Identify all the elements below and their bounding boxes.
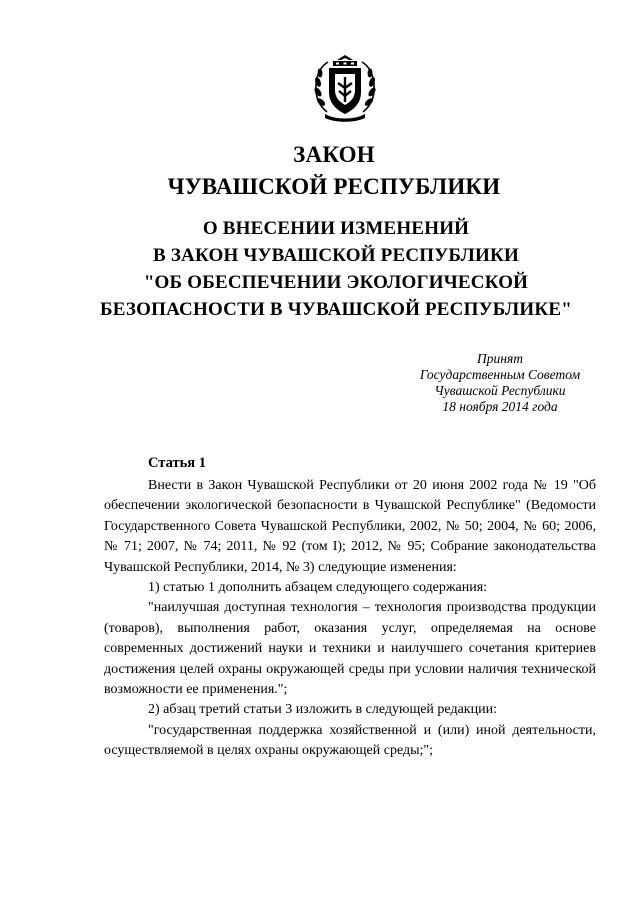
subtitle-line: БЕЗОПАСНОСТИ В ЧУВАШСКОЙ РЕСПУБЛИКЕ" xyxy=(100,299,572,320)
subtitle-line: В ЗАКОН ЧУВАШСКОЙ РЕСПУБЛИКИ xyxy=(153,245,519,266)
adoption-line: Принят xyxy=(477,351,523,366)
paragraph: 2) абзац третий статьи 3 изложить в следующей редакции: xyxy=(148,702,497,718)
adoption-line: Чувашской Республики xyxy=(434,383,566,398)
subtitle-line: О ВНЕСЕНИИ ИЗМЕНЕНИЙ xyxy=(202,218,470,239)
article-body xyxy=(104,476,596,762)
law-title: ЗАКОН xyxy=(293,142,375,167)
paragraph: 1) статью 1 дополнить абзацем следующего содержания: xyxy=(148,580,488,596)
paragraph: Внести в Закон Чувашской Республики от 20 июня 2002 года № 19 "Об обеспечении экологической безопасности в Чувашской Республике" (Ведомости Государственного Совета Чувашской Республики, 2002, № 50; 2004, № 60; 2006, № 71; 2007, № 74; 2011, № 92 (том I); 2012, № 95; Собрание законодательства Чувашской Республики, 2014, № 3) следующие изменения: xyxy=(104,478,596,575)
article-heading: Статья 1 xyxy=(148,455,206,471)
paragraph: "наилучшая доступная технология – технология производства продукции (товаров), выполнения работ, оказания услуг, определяемая на основе современных достижений науки и техники и наилучшего сочетания критериев достижения целей охраны окружающей среды при условии наличия технической возможности ее применения."; xyxy=(104,600,596,698)
adoption-date: 18 ноября 2014 года xyxy=(442,399,558,414)
chuvash-republic-emblem-icon xyxy=(311,52,379,124)
paragraph: "государственная поддержка хозяйственной и (или) иной деятельности, осуществляемой в целях охраны окружающей среды;"; xyxy=(104,722,596,759)
republic-title: ЧУВАШСКОЙ РЕСПУБЛИКИ xyxy=(167,174,501,199)
subtitle-line: "ОБ ОБЕСПЕЧЕНИИ ЭКОЛОГИЧЕСКОЙ xyxy=(143,272,529,293)
adoption-note xyxy=(400,351,600,415)
adoption-line: Государственным Советом xyxy=(419,367,581,382)
